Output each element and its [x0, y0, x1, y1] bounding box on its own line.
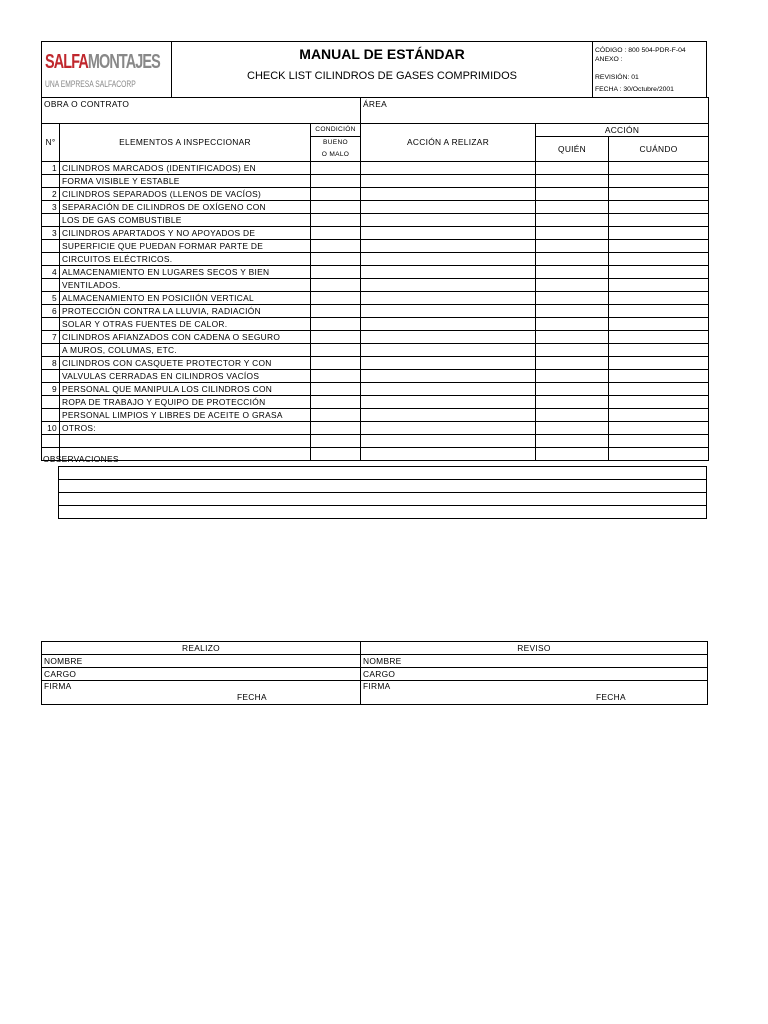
row-element [60, 435, 311, 448]
checklist-row [42, 253, 709, 266]
row-action[interactable] [361, 188, 536, 201]
row-condition[interactable] [311, 240, 361, 253]
area-label: ÁREA [361, 98, 709, 111]
row-condition[interactable] [311, 253, 361, 266]
row-who[interactable] [536, 253, 609, 266]
row-who[interactable] [536, 383, 609, 396]
row-when[interactable] [609, 188, 709, 201]
company-logo: SALFAMONTAJES [45, 51, 160, 73]
row-condition[interactable] [311, 435, 361, 448]
row-element: FORMA VISIBLE Y ESTABLE [60, 175, 311, 188]
signature-table [41, 641, 708, 705]
row-element: CIRCUITOS ELÉCTRICOS. [60, 253, 311, 266]
row-number: 4 [42, 266, 60, 279]
row-when[interactable] [609, 409, 709, 422]
logo-cell [42, 42, 172, 97]
code-label: CÓDIGO : 800 504-PDR-F-04 [595, 47, 686, 54]
checklist-row [42, 175, 709, 188]
document-header [41, 41, 707, 98]
document-subtitle: CHECK LIST CILINDROS DE GASES COMPRIMIDOS [247, 70, 517, 82]
row-action[interactable] [361, 344, 536, 357]
observation-line[interactable] [59, 480, 707, 493]
row-who[interactable] [536, 227, 609, 240]
col-header-condition: CONDICIÓN [311, 124, 361, 137]
row-condition[interactable] [311, 448, 361, 461]
row-element: SEPARACIÓN DE CILINDROS DE OXÍGENO CON [60, 201, 311, 214]
row-who[interactable] [536, 162, 609, 175]
row-element: VALVULAS CERRADAS EN CILINDROS VACÍOS [60, 370, 311, 383]
row-who[interactable] [536, 279, 609, 292]
row-condition[interactable] [311, 396, 361, 409]
row-when[interactable] [609, 331, 709, 344]
checklist-row [42, 266, 709, 279]
checklist-row [42, 344, 709, 357]
row-who[interactable] [536, 318, 609, 331]
revision-label: REVISIÓN: 01 [595, 74, 639, 81]
annex-label: ANEXO : [595, 56, 623, 63]
row-number [42, 435, 60, 448]
checklist-row [42, 409, 709, 422]
row-who[interactable] [536, 370, 609, 383]
row-number: 3 [42, 201, 60, 214]
row-action[interactable] [361, 331, 536, 344]
reviso-nombre[interactable]: NOMBRE [361, 655, 708, 668]
row-action[interactable] [361, 305, 536, 318]
row-action[interactable] [361, 448, 536, 461]
row-number [42, 318, 60, 331]
row-who[interactable] [536, 422, 609, 435]
row-element: VENTILADOS. [60, 279, 311, 292]
row-condition[interactable] [311, 292, 361, 305]
row-action[interactable] [361, 279, 536, 292]
row-who[interactable] [536, 266, 609, 279]
row-number [42, 253, 60, 266]
row-condition[interactable] [311, 331, 361, 344]
realizo-fecha-label: FECHA [237, 692, 267, 702]
checklist-row [42, 292, 709, 305]
row-condition[interactable] [311, 370, 361, 383]
row-action[interactable] [361, 370, 536, 383]
area-field[interactable] [361, 111, 709, 124]
row-number [42, 344, 60, 357]
reviso-firma-label: FIRMA [363, 681, 391, 691]
checklist-row [42, 240, 709, 253]
row-number [42, 175, 60, 188]
row-when[interactable] [609, 344, 709, 357]
row-when[interactable] [609, 162, 709, 175]
row-when[interactable] [609, 175, 709, 188]
row-element: SOLAR Y OTRAS FUENTES DE CALOR. [60, 318, 311, 331]
checklist-row [42, 214, 709, 227]
row-when[interactable] [609, 201, 709, 214]
row-action[interactable] [361, 435, 536, 448]
row-when[interactable] [609, 318, 709, 331]
row-condition[interactable] [311, 409, 361, 422]
row-number [42, 409, 60, 422]
row-who[interactable] [536, 331, 609, 344]
checklist-table [41, 97, 709, 461]
row-action[interactable] [361, 227, 536, 240]
row-number: 6 [42, 305, 60, 318]
row-when[interactable] [609, 214, 709, 227]
checklist-row [42, 357, 709, 370]
row-condition[interactable] [311, 318, 361, 331]
checklist-row [42, 383, 709, 396]
row-condition[interactable] [311, 383, 361, 396]
realizo-firma-label: FIRMA [44, 681, 72, 691]
row-number: 7 [42, 331, 60, 344]
row-element: ROPA DE TRABAJO Y EQUIPO DE PROTECCIÓN [60, 396, 311, 409]
row-action[interactable] [361, 240, 536, 253]
row-action[interactable] [361, 162, 536, 175]
obra-contrato-label: OBRA O CONTRATO [42, 98, 361, 111]
row-when[interactable] [609, 279, 709, 292]
col-header-action: ACCIÓN [536, 124, 709, 137]
row-element: CILINDROS CON CASQUETE PROTECTOR Y CON [60, 357, 311, 370]
reviso-firma[interactable] [361, 681, 708, 705]
row-number: 9 [42, 383, 60, 396]
row-when[interactable] [609, 422, 709, 435]
row-who[interactable] [536, 175, 609, 188]
observation-line[interactable] [59, 493, 707, 506]
row-condition[interactable] [311, 214, 361, 227]
row-condition[interactable] [311, 422, 361, 435]
row-when[interactable] [609, 305, 709, 318]
checklist-row [42, 279, 709, 292]
row-element: LOS DE GAS COMBUSTIBLE [60, 214, 311, 227]
reviso-fecha-label: FECHA [596, 692, 626, 702]
realizo-cargo[interactable]: CARGO [42, 668, 361, 681]
observations-label: OBSERVACIONES [43, 454, 119, 464]
reviso-cargo[interactable]: CARGO [361, 668, 708, 681]
row-condition[interactable] [311, 175, 361, 188]
row-who[interactable] [536, 435, 609, 448]
col-header-when: CUÁNDO [609, 137, 709, 162]
row-action[interactable] [361, 409, 536, 422]
checklist-row [42, 448, 709, 461]
row-element: SUPERFICIE QUE PUEDAN FORMAR PARTE DE [60, 240, 311, 253]
row-number: 5 [42, 292, 60, 305]
realizo-header: REALIZO [42, 642, 361, 655]
row-condition[interactable] [311, 344, 361, 357]
checklist-row [42, 396, 709, 409]
row-element: CILINDROS AFIANZADOS CON CADENA O SEGURO [60, 331, 311, 344]
row-number [42, 214, 60, 227]
row-when[interactable] [609, 435, 709, 448]
col-header-action-to-take: ACCIÓN A RELIZAR [361, 124, 536, 162]
row-condition[interactable] [311, 188, 361, 201]
row-action[interactable] [361, 318, 536, 331]
row-action[interactable] [361, 253, 536, 266]
row-action[interactable] [361, 292, 536, 305]
row-when[interactable] [609, 292, 709, 305]
row-number: 2 [42, 188, 60, 201]
row-action[interactable] [361, 422, 536, 435]
realizo-firma[interactable] [42, 681, 361, 705]
row-condition[interactable] [311, 266, 361, 279]
row-who[interactable] [536, 188, 609, 201]
row-when[interactable] [609, 370, 709, 383]
observations-table [58, 466, 707, 519]
logo-tagline: UNA EMPRESA SALFACORP [45, 79, 136, 89]
col-header-condition-bad: O MALO [311, 149, 361, 162]
row-when[interactable] [609, 357, 709, 370]
checklist-row [42, 435, 709, 448]
row-element: OTROS: [60, 422, 311, 435]
row-element: CILINDROS SEPARADOS (LLENOS DE VACÍOS) [60, 188, 311, 201]
row-condition[interactable] [311, 357, 361, 370]
checklist-row [42, 188, 709, 201]
col-header-number: N° [42, 124, 60, 162]
checklist-row [42, 162, 709, 175]
row-element: CILINDROS MARCADOS (IDENTIFICADOS) EN [60, 162, 311, 175]
row-who[interactable] [536, 240, 609, 253]
observation-line[interactable] [59, 467, 707, 480]
row-action[interactable] [361, 201, 536, 214]
row-when[interactable] [609, 227, 709, 240]
observation-line[interactable] [59, 506, 707, 519]
obra-contrato-field[interactable] [42, 111, 361, 124]
checklist-row [42, 422, 709, 435]
row-element: ALMACENAMIENTO EN POSICIIÓN VERTICAL [60, 292, 311, 305]
row-number [42, 279, 60, 292]
row-condition[interactable] [311, 279, 361, 292]
row-who[interactable] [536, 409, 609, 422]
row-element: PERSONAL QUE MANIPULA LOS CILINDROS CON [60, 383, 311, 396]
row-who[interactable] [536, 201, 609, 214]
row-action[interactable] [361, 266, 536, 279]
checklist-row [42, 370, 709, 383]
row-who[interactable] [536, 448, 609, 461]
row-element: PERSONAL LIMPIOS Y LIBRES DE ACEITE O GRASA [60, 409, 311, 422]
title-cell [172, 42, 593, 97]
row-number: 10 [42, 422, 60, 435]
checklist-row [42, 201, 709, 214]
col-header-condition-good: BUENO [311, 137, 361, 150]
row-element: ALMACENAMIENTO EN LUGARES SECOS Y BIEN [60, 266, 311, 279]
row-action[interactable] [361, 214, 536, 227]
checklist-row [42, 227, 709, 240]
row-element: CILINDROS APARTADOS Y NO APOYADOS DE [60, 227, 311, 240]
row-when[interactable] [609, 448, 709, 461]
row-number: 1 [42, 162, 60, 175]
row-who[interactable] [536, 305, 609, 318]
row-element: A MUROS, COLUMAS, ETC. [60, 344, 311, 357]
row-when[interactable] [609, 266, 709, 279]
row-number [42, 240, 60, 253]
row-when[interactable] [609, 253, 709, 266]
row-action[interactable] [361, 357, 536, 370]
checklist-row [42, 331, 709, 344]
row-when[interactable] [609, 383, 709, 396]
checklist-row [42, 318, 709, 331]
row-when[interactable] [609, 240, 709, 253]
row-when[interactable] [609, 396, 709, 409]
reviso-header: REVISO [361, 642, 708, 655]
row-number [42, 396, 60, 409]
col-header-who: QUIÉN [536, 137, 609, 162]
checklist-row [42, 305, 709, 318]
row-action[interactable] [361, 396, 536, 409]
row-who[interactable] [536, 396, 609, 409]
date-label: FECHA : 30/Octubre/2001 [595, 86, 674, 93]
realizo-nombre[interactable]: NOMBRE [42, 655, 361, 668]
row-who[interactable] [536, 214, 609, 227]
row-condition[interactable] [311, 201, 361, 214]
row-condition[interactable] [311, 227, 361, 240]
row-condition[interactable] [311, 305, 361, 318]
row-action[interactable] [361, 383, 536, 396]
row-number: 8 [42, 357, 60, 370]
row-who[interactable] [536, 292, 609, 305]
row-action[interactable] [361, 175, 536, 188]
row-number: 3 [42, 227, 60, 240]
row-number [42, 370, 60, 383]
col-header-elements: ELEMENTOS A INSPECCIONAR [60, 124, 311, 162]
row-who[interactable] [536, 344, 609, 357]
row-element: PROTECCIÓN CONTRA LA LLUVIA, RADIACIÓN [60, 305, 311, 318]
document-title: MANUAL DE ESTÁNDAR [299, 46, 465, 62]
row-who[interactable] [536, 357, 609, 370]
row-condition[interactable] [311, 162, 361, 175]
